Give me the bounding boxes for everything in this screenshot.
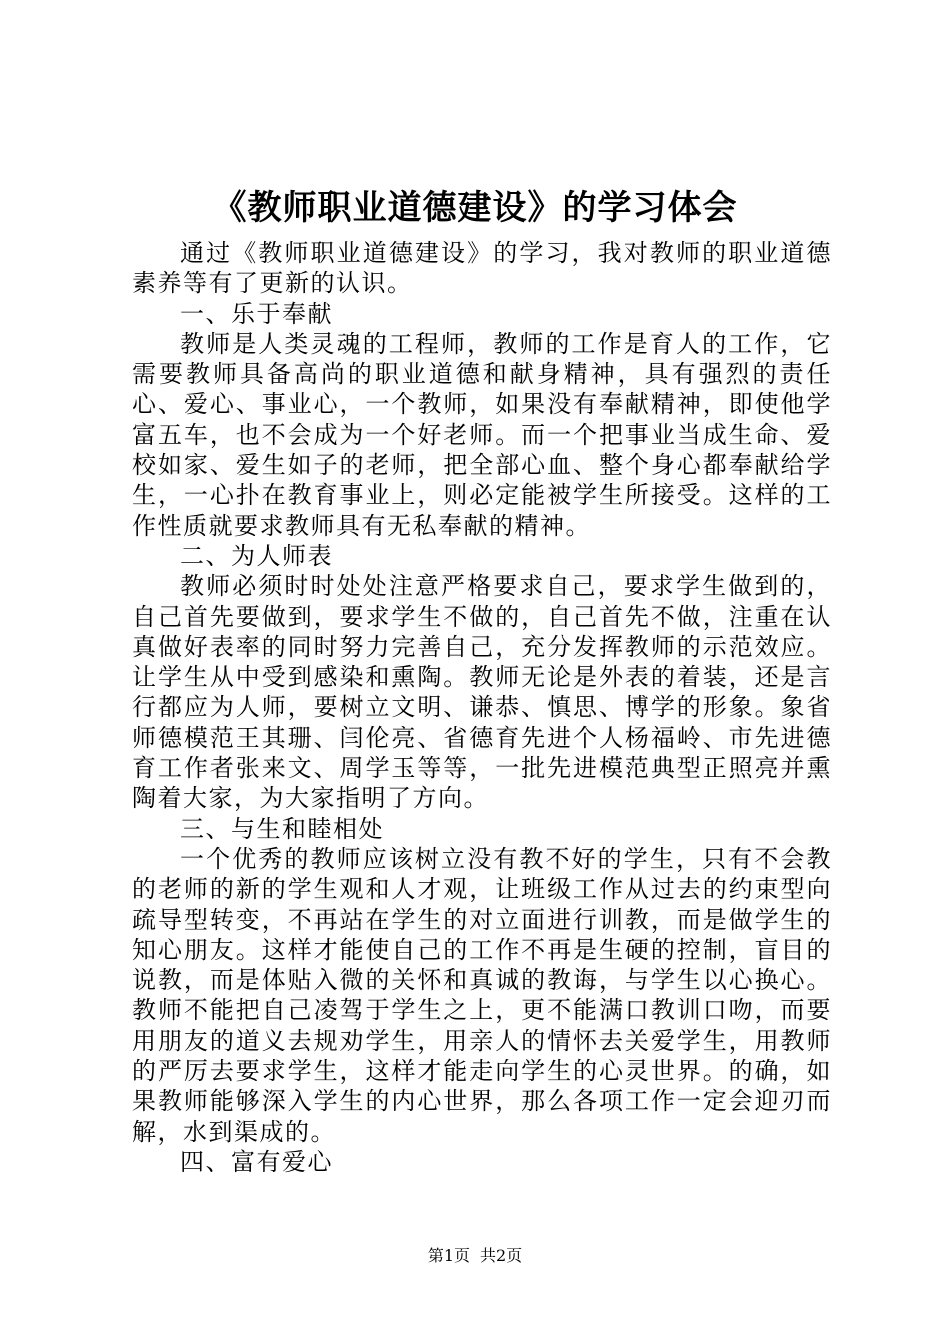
section-heading-1: 一、乐于奉献: [180, 299, 333, 328]
document-body: [132, 238, 832, 1177]
document-title: 《教师职业道德建设》的学习体会: [212, 188, 738, 228]
paragraph-section-3: 一个优秀的教师应该树立没有教不好的学生，只有不会教的老师的新的学生观和人才观，让班级工作从过去的约束型向疏导型转变，不再站在学生的对立面进行训教，而是做学生的知心朋友。这样才能使自己的工作不再是生硬的控制，盲目的说教，而是体贴入微的关怀和真诚的教诲，与学生以心换心。教师不能把自己凌驾于学生之上，更不能满口教训口吻，而要用朋友的道义去规劝学生，用亲人的情怀去关爱学生，用教师的严厉去要求学生，这样才能走向学生的心灵世界。的确，如果教师能够深入学生的内心世界，那么各项工作一定会迎刃而解，水到渠成的。: [132, 844, 832, 1146]
page-number-total: 共2页: [480, 1246, 523, 1265]
paragraph-section-2: 教师必须时时处处注意严格要求自己，要求学生做到的，自己首先要做到，要求学生不做的，自己首先不做，注重在认真做好表率的同时努力完善自己，充分发挥教师的示范效应。让学生从中受到感染和熏陶。教师无论是外表的着装，还是言行都应为人师，要树立文明、谦恭、慎思、博学的形象。象省师德模范王其珊、闫伦亮、省德育先进个人杨福岭、市先进德育工作者张来文、周学玉等等，一批先进模范典型正照亮并熏陶着大家，为大家指明了方向。: [132, 572, 832, 813]
page-footer: [0, 1244, 950, 1268]
section-heading-3: 三、与生和睦相处: [180, 814, 384, 843]
section-heading-4: 四、富有爱心: [180, 1147, 333, 1176]
page-number-current: 第1页: [427, 1246, 470, 1265]
section-heading-2: 二、为人师表: [180, 541, 333, 570]
paragraph-intro: 通过《教师职业道德建设》的学习，我对教师的职业道德素养等有了更新的认识。: [132, 239, 832, 298]
paragraph-section-1: 教师是人类灵魂的工程师，教师的工作是育人的工作，它需要教师具备高尚的职业道德和献身精神，具有强烈的责任心、爱心、事业心，一个教师，如果没有奉献精神，即使他学富五车，也不会成为一个好老师。而一个把事业当成生命、爱校如家、爱生如子的老师，把全部心血、整个身心都奉献给学生，一心扑在教育事业上，则必定能被学生所接受。这样的工作性质就要求教师具有无私奉献的精神。: [132, 329, 832, 540]
